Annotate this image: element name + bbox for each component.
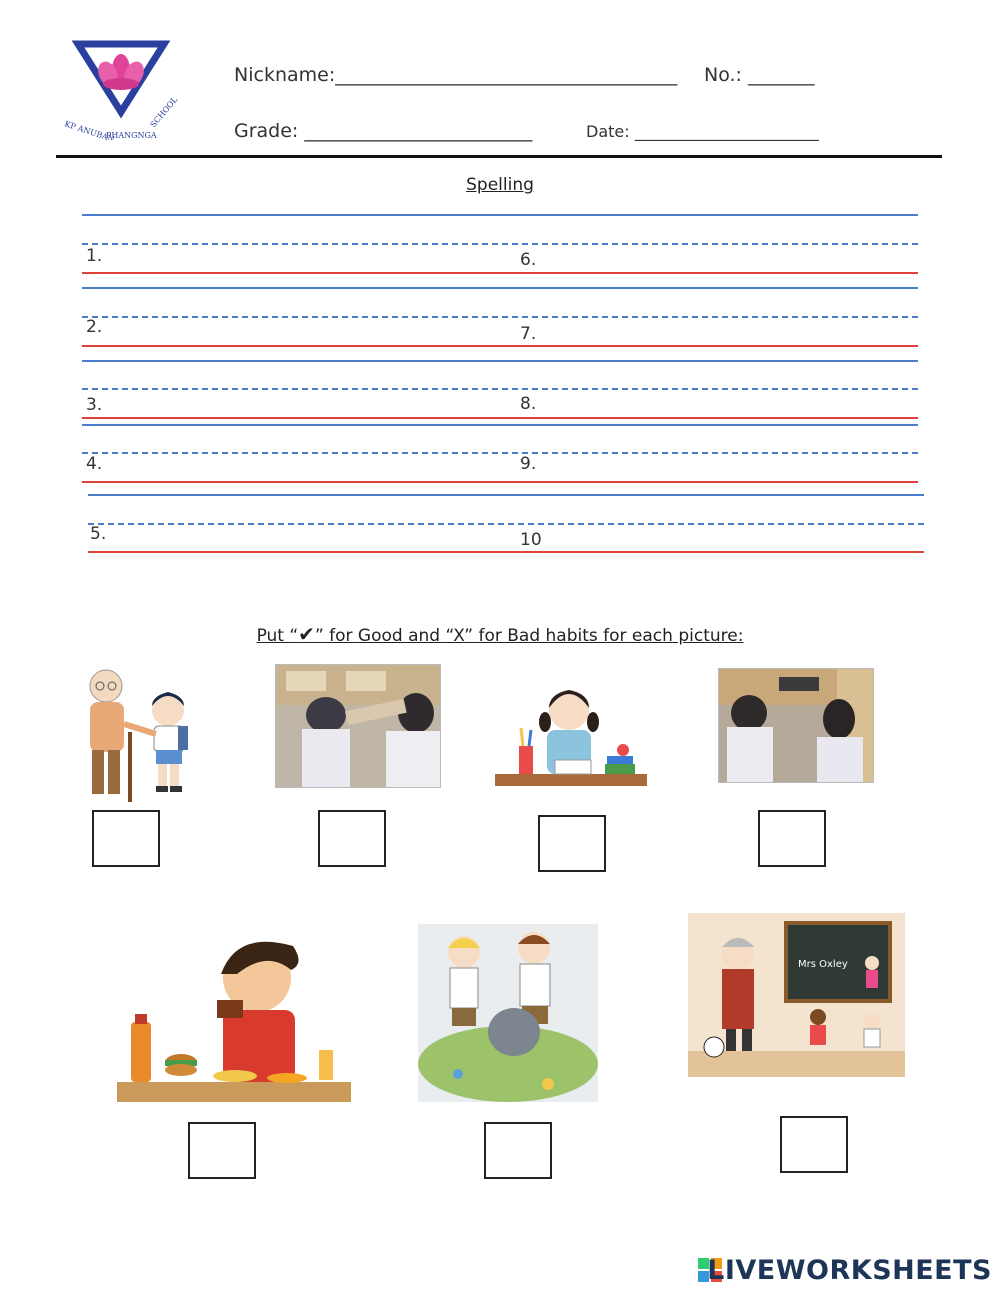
kids-cleaning-icon [418,924,598,1102]
grade-label: Grade: [234,120,299,142]
spelling-number-1: 1. [86,246,103,266]
classroom-chaos-icon [688,913,905,1077]
answer-box-4[interactable] [758,810,826,867]
spelling-number-2: 2. [86,317,103,337]
students-photo-icon [275,664,441,788]
svg-text:SCHOOL: SCHOOL [148,95,180,130]
spelling-title: Spelling [466,175,534,195]
answer-box-7[interactable] [780,1116,848,1173]
spelling-number-9: 9. [520,454,537,474]
date-label: Date: [586,122,630,141]
spelling-number-6: 6. [520,250,537,270]
boy-eating-icon [117,930,351,1102]
school-logo [56,40,186,140]
nickname-blank[interactable]: ____________________________________ [335,64,678,86]
check-mark-icon: ✔ [298,622,315,646]
number-blank[interactable]: _______ [748,64,815,86]
answer-box-5[interactable] [188,1122,256,1179]
answer-box-3[interactable] [538,815,606,872]
answer-box-2[interactable] [318,810,386,867]
spelling-number-10: 10 [520,530,542,550]
grade-field[interactable] [234,120,532,142]
spelling-number-4: 4. [86,454,103,474]
nickname-field[interactable] [234,64,677,86]
nickname-label: Nickname: [234,64,336,86]
answer-box-1[interactable] [92,810,160,867]
date-blank[interactable]: _______________________ [634,122,819,141]
girl-studying-icon [493,676,649,788]
chalkboard-text: Mrs Oxley [798,959,848,970]
spelling-number-3: 3. [86,395,103,415]
number-field[interactable] [704,64,815,86]
number-label: No.: [704,64,742,86]
answer-box-6[interactable] [484,1122,552,1179]
spelling-number-7: 7. [520,324,537,344]
spelling-number-5: 5. [90,524,107,544]
students-photo-icon [718,668,874,783]
boy-helping-elderly-icon [70,662,190,804]
grade-blank[interactable]: ________________________ [304,120,533,142]
spelling-number-8: 8. [520,394,537,414]
header-divider [56,155,942,158]
svg-text:PHANGNGA: PHANGNGA [106,131,157,140]
date-field[interactable] [586,122,819,141]
liveworksheets-brand[interactable]: LIVEWORKSHEETS [707,1255,992,1286]
svg-text:KP ANUBAN: KP ANUBAN [63,119,116,140]
habits-instruction: Put “✔” for Good and “X” for Bad habits for each picture: [256,622,744,646]
